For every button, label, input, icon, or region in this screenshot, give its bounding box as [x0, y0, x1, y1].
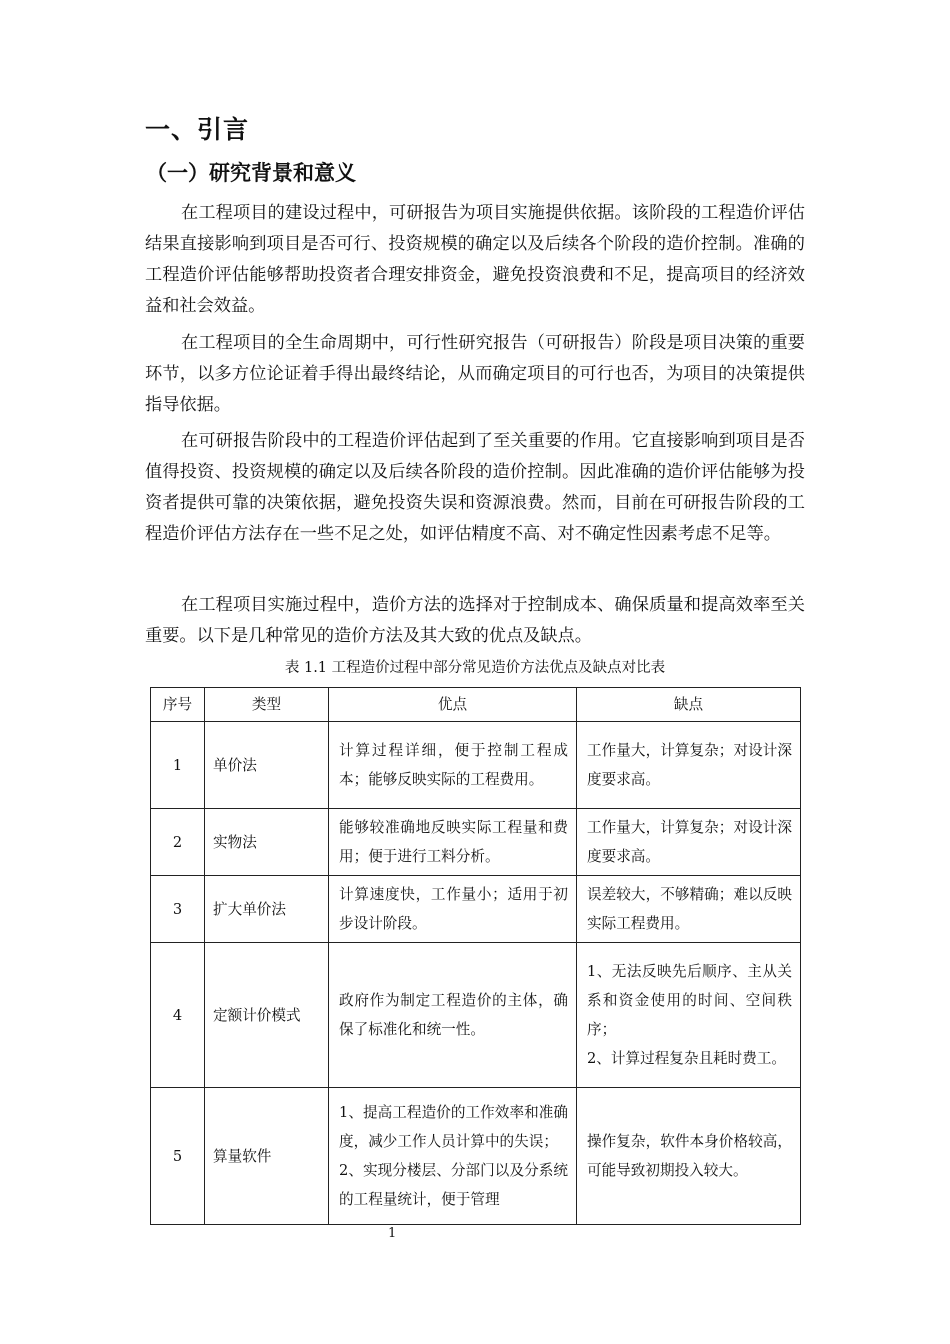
disadvantage-text: 误差较大，不够精确；难以反映实际工程费用。	[587, 886, 792, 932]
method-type: 扩大单价法	[205, 876, 329, 943]
disadvantages-cell	[577, 722, 801, 809]
row-number: 5	[151, 1088, 205, 1225]
advantage-text: 计算过程详细，便于控制工程成本；能够反映实际的工程费用。	[339, 742, 568, 788]
table-header-row	[151, 688, 801, 722]
row-number: 4	[151, 943, 205, 1088]
comparison-table	[150, 687, 801, 1225]
advantage-text: 能够较准确地反映实际工程量和费用；便于进行工料分析。	[339, 819, 568, 865]
disadvantage-text: 1、无法反映先后顺序、主从关系和资金使用的时间、空间秩序；	[587, 963, 792, 1038]
table-row	[151, 876, 801, 943]
method-type: 定额计价模式	[205, 943, 329, 1088]
disadvantages-cell	[577, 1088, 801, 1225]
advantage-text: 1、提高工程造价的工作效率和准确度，减少工作人员计算中的失误；	[339, 1104, 568, 1150]
disadvantage-text: 2、计算过程复杂且耗时费工。	[587, 1050, 787, 1067]
header-cons: 缺点	[577, 688, 801, 722]
advantage-text: 计算速度快，工作量小；适用于初步设计阶段。	[339, 886, 568, 932]
disadvantage-text: 工作量大，计算复杂；对设计深度要求高。	[587, 819, 792, 865]
table-caption: 表 1.1 工程造价过程中部分常见造价方法优点及缺点对比表	[284, 660, 666, 676]
table-row	[151, 1088, 801, 1225]
header-type: 类型	[205, 688, 329, 722]
paragraph-1: 在工程项目的建设过程中，可研报告为项目实施提供依据。该阶段的工程造价评估结果直接影响到项目是否可行、投资规模的确定以及后续各个阶段的造价控制。准确的工程造价评估能够帮助投资者合理安排资金，避免投资浪费和不足，提高项目的经济效益和社会效益。	[145, 203, 805, 316]
header-pros: 优点	[329, 688, 577, 722]
disadvantages-cell	[577, 943, 801, 1088]
paragraph-3: 在可研报告阶段中的工程造价评估起到了至关重要的作用。它直接影响到项目是否值得投资、投资规模的确定以及后续各阶段的造价控制。因此准确的造价评估能够为投资者提供可靠的决策依据，避免投资失误和资源浪费。然而，目前在可研报告阶段的工程造价评估方法存在一些不足之处，如评估精度不高、对不确定性因素考虑不足等。	[145, 431, 805, 544]
header-num: 序号	[151, 688, 205, 722]
subsection-heading: （一）研究背景和意义	[146, 161, 356, 185]
method-type: 实物法	[205, 809, 329, 876]
advantages-cell	[329, 876, 577, 943]
section-heading: 一、引言	[145, 115, 250, 144]
row-number: 2	[151, 809, 205, 876]
method-type: 单价法	[205, 722, 329, 809]
table-row	[151, 809, 801, 876]
page-number: 1	[388, 1226, 397, 1241]
advantages-cell	[329, 809, 577, 876]
disadvantage-text: 操作复杂，软件本身价格较高，可能导致初期投入较大。	[587, 1133, 792, 1179]
paragraph-4: 在工程项目实施过程中，造价方法的选择对于控制成本、确保质量和提高效率至关重要。以下是几种常见的造价方法及其大致的优点及缺点。	[145, 595, 805, 646]
advantages-cell	[329, 943, 577, 1088]
disadvantages-cell	[577, 809, 801, 876]
table-row	[151, 943, 801, 1088]
table-row	[151, 722, 801, 809]
advantages-cell	[329, 722, 577, 809]
disadvantage-text: 工作量大，计算复杂；对设计深度要求高。	[587, 742, 792, 788]
advantages-cell	[329, 1088, 577, 1225]
advantage-text: 2、实现分楼层、分部门以及分系统的工程量统计，便于管理	[339, 1162, 568, 1208]
paragraph-2: 在工程项目的全生命周期中，可行性研究报告（可研报告）阶段是项目决策的重要环节，以多方位论证着手得出最终结论，从而确定项目的可行也否，为项目的决策提供指导依据。	[145, 333, 805, 415]
method-type: 算量软件	[205, 1088, 329, 1225]
table-body	[151, 722, 801, 1225]
row-number: 3	[151, 876, 205, 943]
advantage-text: 政府作为制定工程造价的主体，确保了标准化和统一性。	[339, 992, 568, 1038]
disadvantages-cell	[577, 876, 801, 943]
row-number: 1	[151, 722, 205, 809]
